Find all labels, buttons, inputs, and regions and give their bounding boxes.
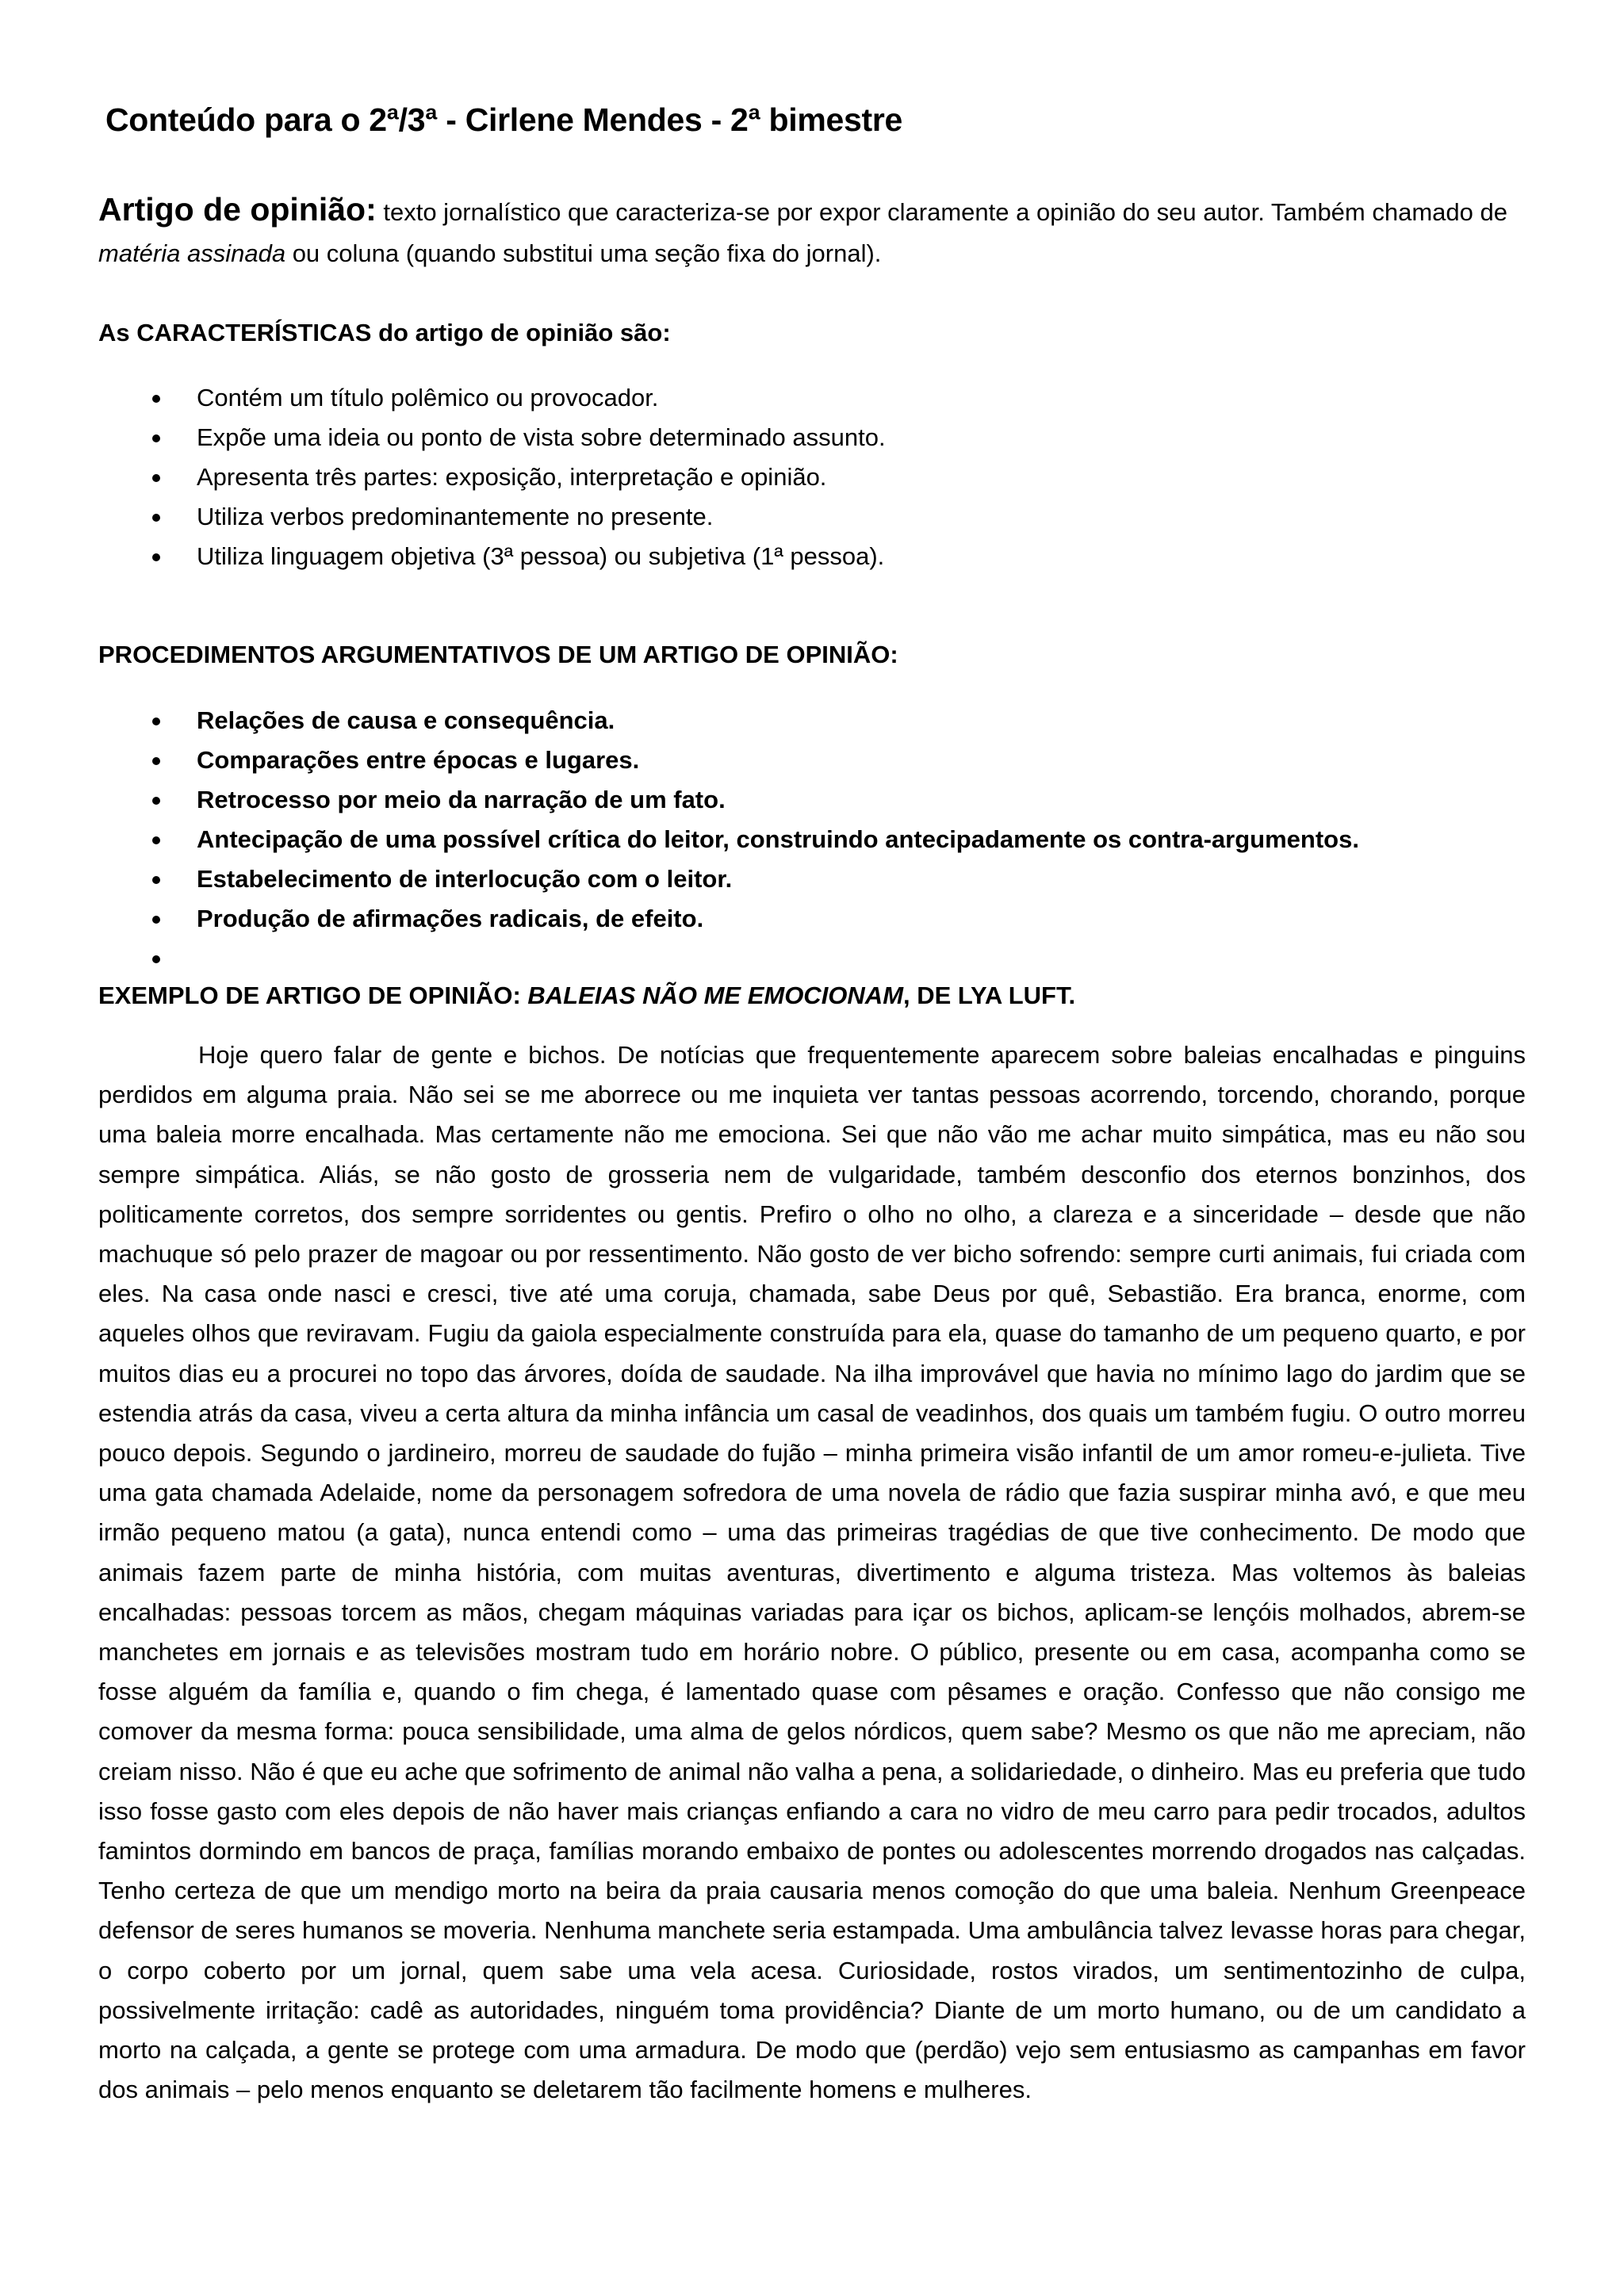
- list-item: Estabelecimento de interlocução com o leitor.: [98, 859, 1359, 899]
- characteristics-heading: As CARACTERÍSTICAS do artigo de opinião são:: [98, 319, 671, 346]
- list-item: Produção de afirmações radicais, de efeito.: [98, 899, 1359, 939]
- intro-text-1: texto jornalístico que caracteriza-se por expor claramente a opinião do seu autor. Também chamado de: [376, 198, 1507, 226]
- intro-text-2: ou coluna (quando substitui uma seção fixa do jornal).: [285, 239, 882, 267]
- list-item: Utiliza linguagem objetiva (3ª pessoa) ou subjetiva (1ª pessoa).: [98, 537, 886, 576]
- list-item: Retrocesso por meio da narração de um fato.: [98, 780, 1359, 820]
- intro-lead-term: Artigo de opinião:: [98, 191, 377, 228]
- example-heading-label: EXEMPLO DE ARTIGO DE OPINIÃO:: [98, 982, 528, 1009]
- intro-italic-term: matéria assinada: [98, 239, 286, 267]
- list-item-empty: [98, 939, 1359, 978]
- intro-paragraph: [98, 189, 1526, 274]
- example-article-title: BALEIAS NÃO ME EMOCIONAM: [527, 982, 904, 1009]
- list-item: Comparações entre épocas e lugares.: [98, 740, 1359, 780]
- procedures-list: [98, 701, 1359, 978]
- procedures-heading: PROCEDIMENTOS ARGUMENTATIVOS DE UM ARTIGO DE OPINIÃO:: [98, 641, 898, 668]
- example-article-author: , DE LYA LUFT.: [903, 982, 1076, 1009]
- list-item: Expõe uma ideia ou ponto de vista sobre determinado assunto.: [98, 418, 886, 457]
- list-item: Relações de causa e consequência.: [98, 701, 1359, 740]
- list-item: Contém um título polêmico ou provocador.: [98, 378, 886, 418]
- example-heading: [98, 982, 1075, 1010]
- characteristics-list: [98, 378, 886, 576]
- page-title: Conteúdo para o 2ª/3ª - Cirlene Mendes - 2ª bimestre: [105, 101, 903, 138]
- list-item: Apresenta três partes: exposição, interpretação e opinião.: [98, 457, 886, 497]
- list-item: Antecipação de uma possível crítica do leitor, construindo antecipadamente os contra-argumentos.: [98, 820, 1359, 859]
- example-article-body: Hoje quero falar de gente e bichos. De notícias que frequentemente aparecem sobre baleias encalhadas e pinguins perdidos em alguma praia. Não sei se me aborrece ou me inquieta ver tantas pessoas acorrendo, torcendo, chorando, porque uma baleia morre encalhada. Mas certamente não me emociona. Sei que não vão me achar muito simpática, mas eu não sou sempre simpática. Aliás, se não gosto de grosseria nem de vulgaridade, também desconfio dos eternos bonzinhos, dos politicamente corretos, dos sempre sorridentes ou gentis. Prefiro o olho no olho, a clareza e a sinceridade – desde que não machuque só pelo prazer de magoar ou por ressentimento. Não gosto de ver bicho sofrendo: sempre curti animais, fui criada com eles. Na casa onde nasci e cresci, tive até uma coruja, chamada, sabe Deus por quê, Sebastião. Era branca, enorme, com aqueles olhos que reviravam. Fugiu da gaiola especialmente construída para ela, quase do tamanho de um pequeno quarto, e por muitos dias eu a procurei no topo das árvores, doída de saudade. Na ilha improvável que havia no mínimo lago do jardim que se estendia atrás da casa, viveu a certa altura da minha infância um casal de veadinhos, dos quais um também fugiu. O outro morreu pouco depois. Segundo o jardineiro, morreu de saudade do fujão – minha primeira visão infantil de um amor romeu-e-julieta. Tive uma gata chamada Adelaide, nome da personagem sofredora de uma novela de rádio que fazia suspirar minha avó, e que meu irmão pequeno matou (a gata), nunca entendi como – uma das primeiras tragédias de que tive conhecimento. De modo que animais fazem parte de minha história, com muitas aventuras, divertimento e alguma tristeza. Mas voltemos às baleias encalhadas: pessoas torcem as mãos, chegam máquinas variadas para içar os bichos, aplicam-se lençóis molhados, abrem-se manchetes em jornais e as televisões mostram tudo em horário nobre. O público, presente ou em casa, acompanha como se fosse alguém da família e, quando o fim chega, é lamentado quase com pêsames e oração. Confesso que não consigo me comover da mesma forma: pouca sensibilidade, uma alma de gelos nórdicos, quem sabe? Mesmo os que não me apreciam, não creiam nisso. Não é que eu ache que sofrimento de animal não valha a pena, a solidariedade, o dinheiro. Mas eu preferia que tudo isso fosse gasto com eles depois de não haver mais crianças enfiando a cara no vidro de meu carro para pedir trocados, adultos famintos dormindo em bancos de praça, famílias morando embaixo de pontes ou adolescentes morrendo drogados nas calçadas. Tenho certeza de que um mendigo morto na beira da praia causaria menos comoção do que uma baleia. Nenhum Greenpeace defensor de seres humanos se moveria. Nenhuma manchete seria estampada. Uma ambulância talvez levasse horas para chegar, o corpo coberto por um jornal, quem sabe uma vela acesa. Curiosidade, rostos virados, um sentimentozinho de culpa, possivelmente irritação: cadê as autoridades, ninguém toma providência? Diante de um morto humano, ou de um candidato a morto na calçada, a gente se protege com uma armadura. De modo que (perdão) vejo sem entusiasmo as campanhas em favor dos animais – pelo menos enquanto se deletarem tão facilmente homens e mulheres.: [98, 1041, 1526, 2104]
- list-item: Utiliza verbos predominantemente no presente.: [98, 497, 886, 537]
